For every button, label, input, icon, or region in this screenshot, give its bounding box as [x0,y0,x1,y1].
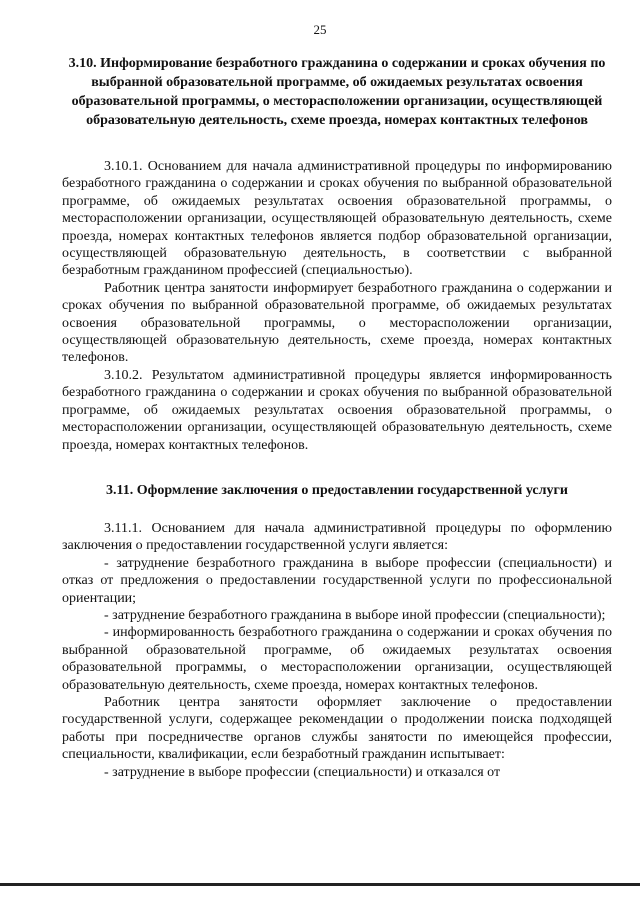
list-item-informed: - информированность безработного гражданина о содержании и сроках обучения по выбранной образовательной программе, об ожидаемых результатах освоения образовательной программы, о месторасположении организации, осуществляющей образовательную деятельность, схеме проезда, номерах контактных телефонов. [62,625,612,693]
paragraph-3-11-1: 3.11.1. Основанием для начала административной процедуры по оформлению заключения о предоставлении государственной услуги является: [62,521,612,554]
section-heading-3-11: 3.11. Оформление заключения о предоставлении государственной услуги [106,483,568,498]
list-item-difficulty-other: - затруднение безработного гражданина в выборе иной профессии (специальности); [104,608,606,624]
page-number: 25 [313,22,327,37]
section-body-3-11 [62,520,612,781]
paragraph-3-10-1: 3.10.1. Основанием для начала административной процедуры по информированию безработного гражданина о содержании и сроках обучения по выбранной образовательной программе, об ожидаемых результатах освоения образовательной программы, о месторасположении организации, осуществляющей образовательную деятельность, схеме проезда, номерах контактных телефонов является подбор образовательной организации, осуществляющей образовательную деятельность, в соответствии с выбранной безработным гражданином профессией (специальностью). [62,159,612,279]
list-item-difficulty-choice: - затруднение безработного гражданина в выборе профессии (специальности) и отказ от предложения о предоставлении государственной услуги по профессиональной ориентации; [62,555,612,606]
bottom-rule [0,883,640,886]
paragraph-3-10-worker: Работник центра занятости информирует безработного гражданина о содержании и сроках обучения по выбранной образовательной программе, об ожидаемых результатах освоения образовательной программы, о месторасположении организации, осуществляющей образовательную деятельность, схеме проезда, номерах контактных телефонов. [62,280,612,366]
paragraph-3-11-worker: Работник центра занятости оформляет заключение о предоставлении государственной услуги, содержащее рекомендации о продолжении поиска подходящей работы при посредничестве органов службы занятости по имеющейся профессии, специальности, квалификации, если безработный гражданин испытывает: [62,695,612,763]
list-item-difficulty-refused: - затруднение в выборе профессии (специальности) и отказался от [104,764,501,780]
paragraph-3-10-2: 3.10.2. Результатом административной процедуры является информированность безработного гражданина о содержании и сроках обучения по выбранной образовательной программе, об ожидаемых результатах освоения образовательной программы, о месторасположении организации, осуществляющей образовательную деятельность, схеме проезда, номерах контактных телефонов. [62,367,612,453]
section-heading-3-10: 3.10. Информирование безработного гражданина о содержании и сроках обучения по выбранной образовательной программе, об ожидаемых результатах освоения образовательной программы, о месторасположении организации, осуществляющей образовательную деятельность, схеме проезда, номерах контактных телефонов [68,56,606,128]
section-body-3-10 [62,158,612,454]
